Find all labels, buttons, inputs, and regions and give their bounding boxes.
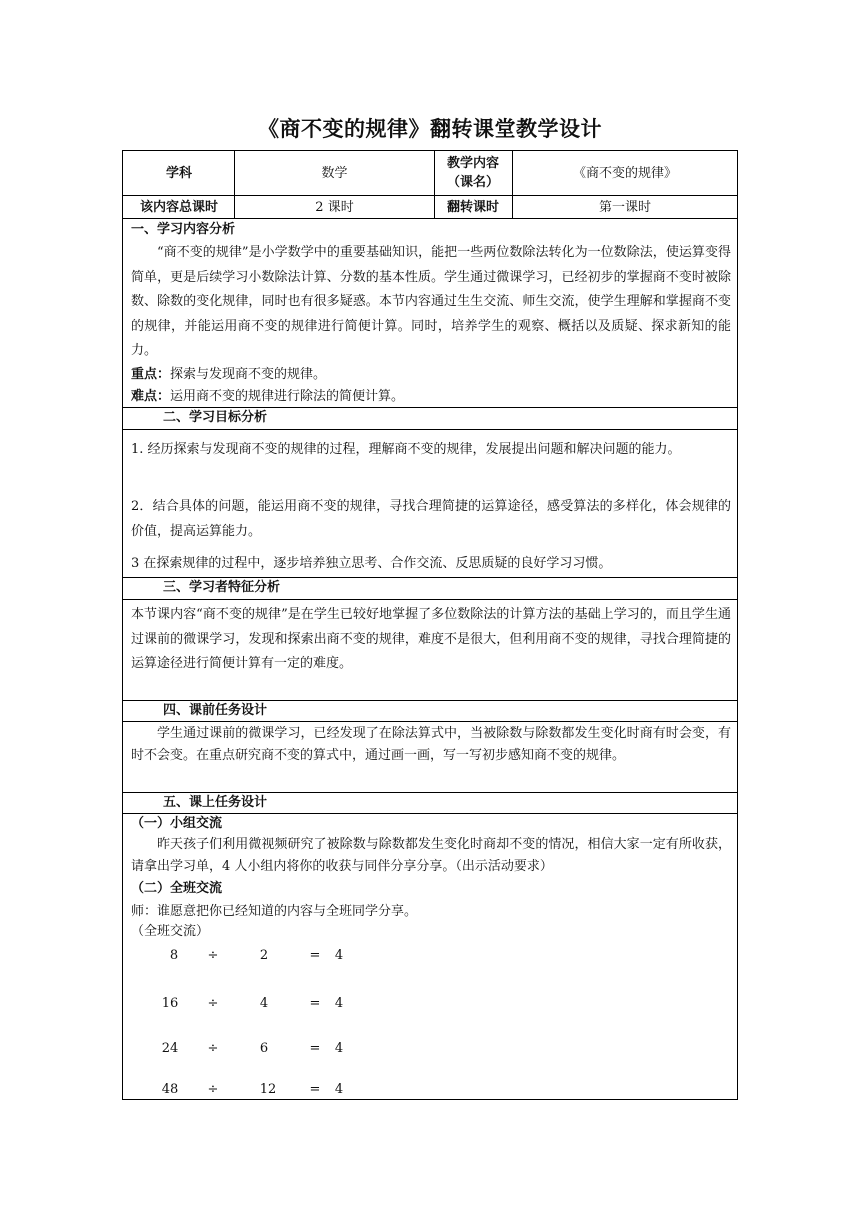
goal-1: 1. 经历探索与发现商不变的规律的过程，理解商不变的规律，发展提出问题和解决问题的能力。 [131, 442, 681, 457]
divider [123, 577, 737, 578]
divide-sign: ÷ [207, 1041, 219, 1056]
divider [123, 218, 737, 219]
divide-sign: ÷ [207, 1082, 219, 1097]
section-heading: 五、课上任务设计 [163, 795, 268, 810]
content-label: 教学内容（课名） [446, 156, 499, 190]
divider [123, 700, 737, 701]
lesson-design-table [122, 150, 738, 1100]
subsection-heading: （二）全班交流 [131, 881, 223, 896]
divisor: 12 [259, 1082, 277, 1097]
quotient: 4 [334, 1041, 344, 1056]
quotient: 4 [334, 996, 344, 1011]
divider [123, 721, 737, 722]
divide-sign: ÷ [207, 996, 219, 1011]
divisor: 4 [259, 996, 269, 1011]
divider [123, 407, 737, 408]
difficulty-point [131, 388, 731, 406]
page-title: 《商不变的规律》翻转课堂教学设计 [258, 117, 602, 141]
total-hours-value: 2 课时 [315, 199, 354, 215]
dividend: 8 [169, 948, 179, 963]
section-heading: 二、学习目标分析 [163, 410, 268, 425]
subsection-paragraph: 昨天孩子们利用微视频研究了被除数与除数都发生变化时商却不变的情况，相信大家一定有所收获，请拿出学习单，4 人小组内将你的收获与同伴分享分享。（出示活动要求） [131, 837, 731, 874]
subject-value: 数学 [321, 165, 348, 181]
key-text: 探索与发现商不变的规律。 [170, 367, 327, 382]
subject-label: 学科 [165, 165, 192, 181]
section-heading: 一、学习内容分析 [131, 222, 236, 237]
divider [434, 151, 435, 218]
content-value: 《商不变的规律》 [572, 165, 677, 181]
total-hours-label: 该内容总课时 [139, 199, 218, 215]
divisor: 2 [259, 948, 269, 963]
difficulty-label: 难点： [131, 389, 171, 404]
divider [234, 151, 235, 218]
section-heading: 四、课前任务设计 [163, 703, 268, 718]
goal-2: 2．结合具体的问题，能运用商不变的规律，寻找合理简捷的运算途径，感受算法的多样化，体会规律的价值，提高运算能力。 [131, 499, 731, 539]
quotient: 4 [334, 1082, 344, 1097]
equals-sign: = [309, 948, 321, 963]
difficulty-text: 运用商不变的规律进行除法的简便计算。 [170, 389, 405, 404]
teacher-line: 师：谁愿意把你已经知道的内容与全班同学分享。 [131, 904, 418, 919]
dividend: 24 [161, 1041, 179, 1056]
divisor: 6 [259, 1041, 269, 1056]
equals-sign: = [309, 996, 321, 1011]
divider [512, 151, 513, 218]
section-paragraph: 本节课内容“商不变的规律”是在学生已较好地掌握了多位数除法的计算方法的基础上学习的，而且学生通过课前的微课学习，发现和探索出商不变的规律，难度不是很大，但利用商不变的规律，寻找合理简捷的运算途径进行简便计算有一定的难度。 [131, 607, 731, 671]
key-label: 重点： [131, 367, 171, 382]
dividend: 48 [161, 1082, 179, 1097]
note-line: （全班交流） [131, 924, 210, 939]
flip-value: 第一课时 [598, 199, 651, 215]
section-paragraph: “商不变的规律”是小学数学中的重要基础知识，能把一些两位数除法转化为一位数除法，使运算变得简单，更是后续学习小数除法计算、分数的基本性质。学生通过微课学习，已经初步的掌握商不变时被除数、除数的变化规律，同时也有很多疑惑。本节内容通过生生交流、师生交流，使学生理解和掌握商不变的规律，并能运用商不变的规律进行简便计算。同时，培养学生的观察、概括以及质疑、探求新知的能力。 [131, 245, 731, 358]
key-point [131, 366, 731, 384]
goal-3: 3 在探索规律的过程中，逐步培养独立思考、合作交流、反思质疑的良好学习习惯。 [131, 556, 612, 571]
flip-label: 翻转课时 [446, 199, 499, 215]
divider [123, 599, 737, 600]
subsection-heading: （一）小组交流 [131, 816, 223, 831]
divider [123, 792, 737, 793]
section-paragraph: 学生通过课前的微课学习，已经发现了在除法算式中，当被除数与除数都发生变化时商有时会变，有时不会变。在重点研究商不变的算式中，通过画一画，写一写初步感知商不变的规律。 [131, 726, 731, 763]
equals-sign: = [309, 1082, 321, 1097]
divide-sign: ÷ [207, 948, 219, 963]
section-heading: 三、学习者特征分析 [163, 580, 281, 595]
dividend: 16 [161, 996, 179, 1011]
divider [123, 195, 737, 196]
divider [123, 813, 737, 814]
quotient: 4 [334, 948, 344, 963]
divider [123, 429, 737, 430]
equals-sign: = [309, 1041, 321, 1056]
